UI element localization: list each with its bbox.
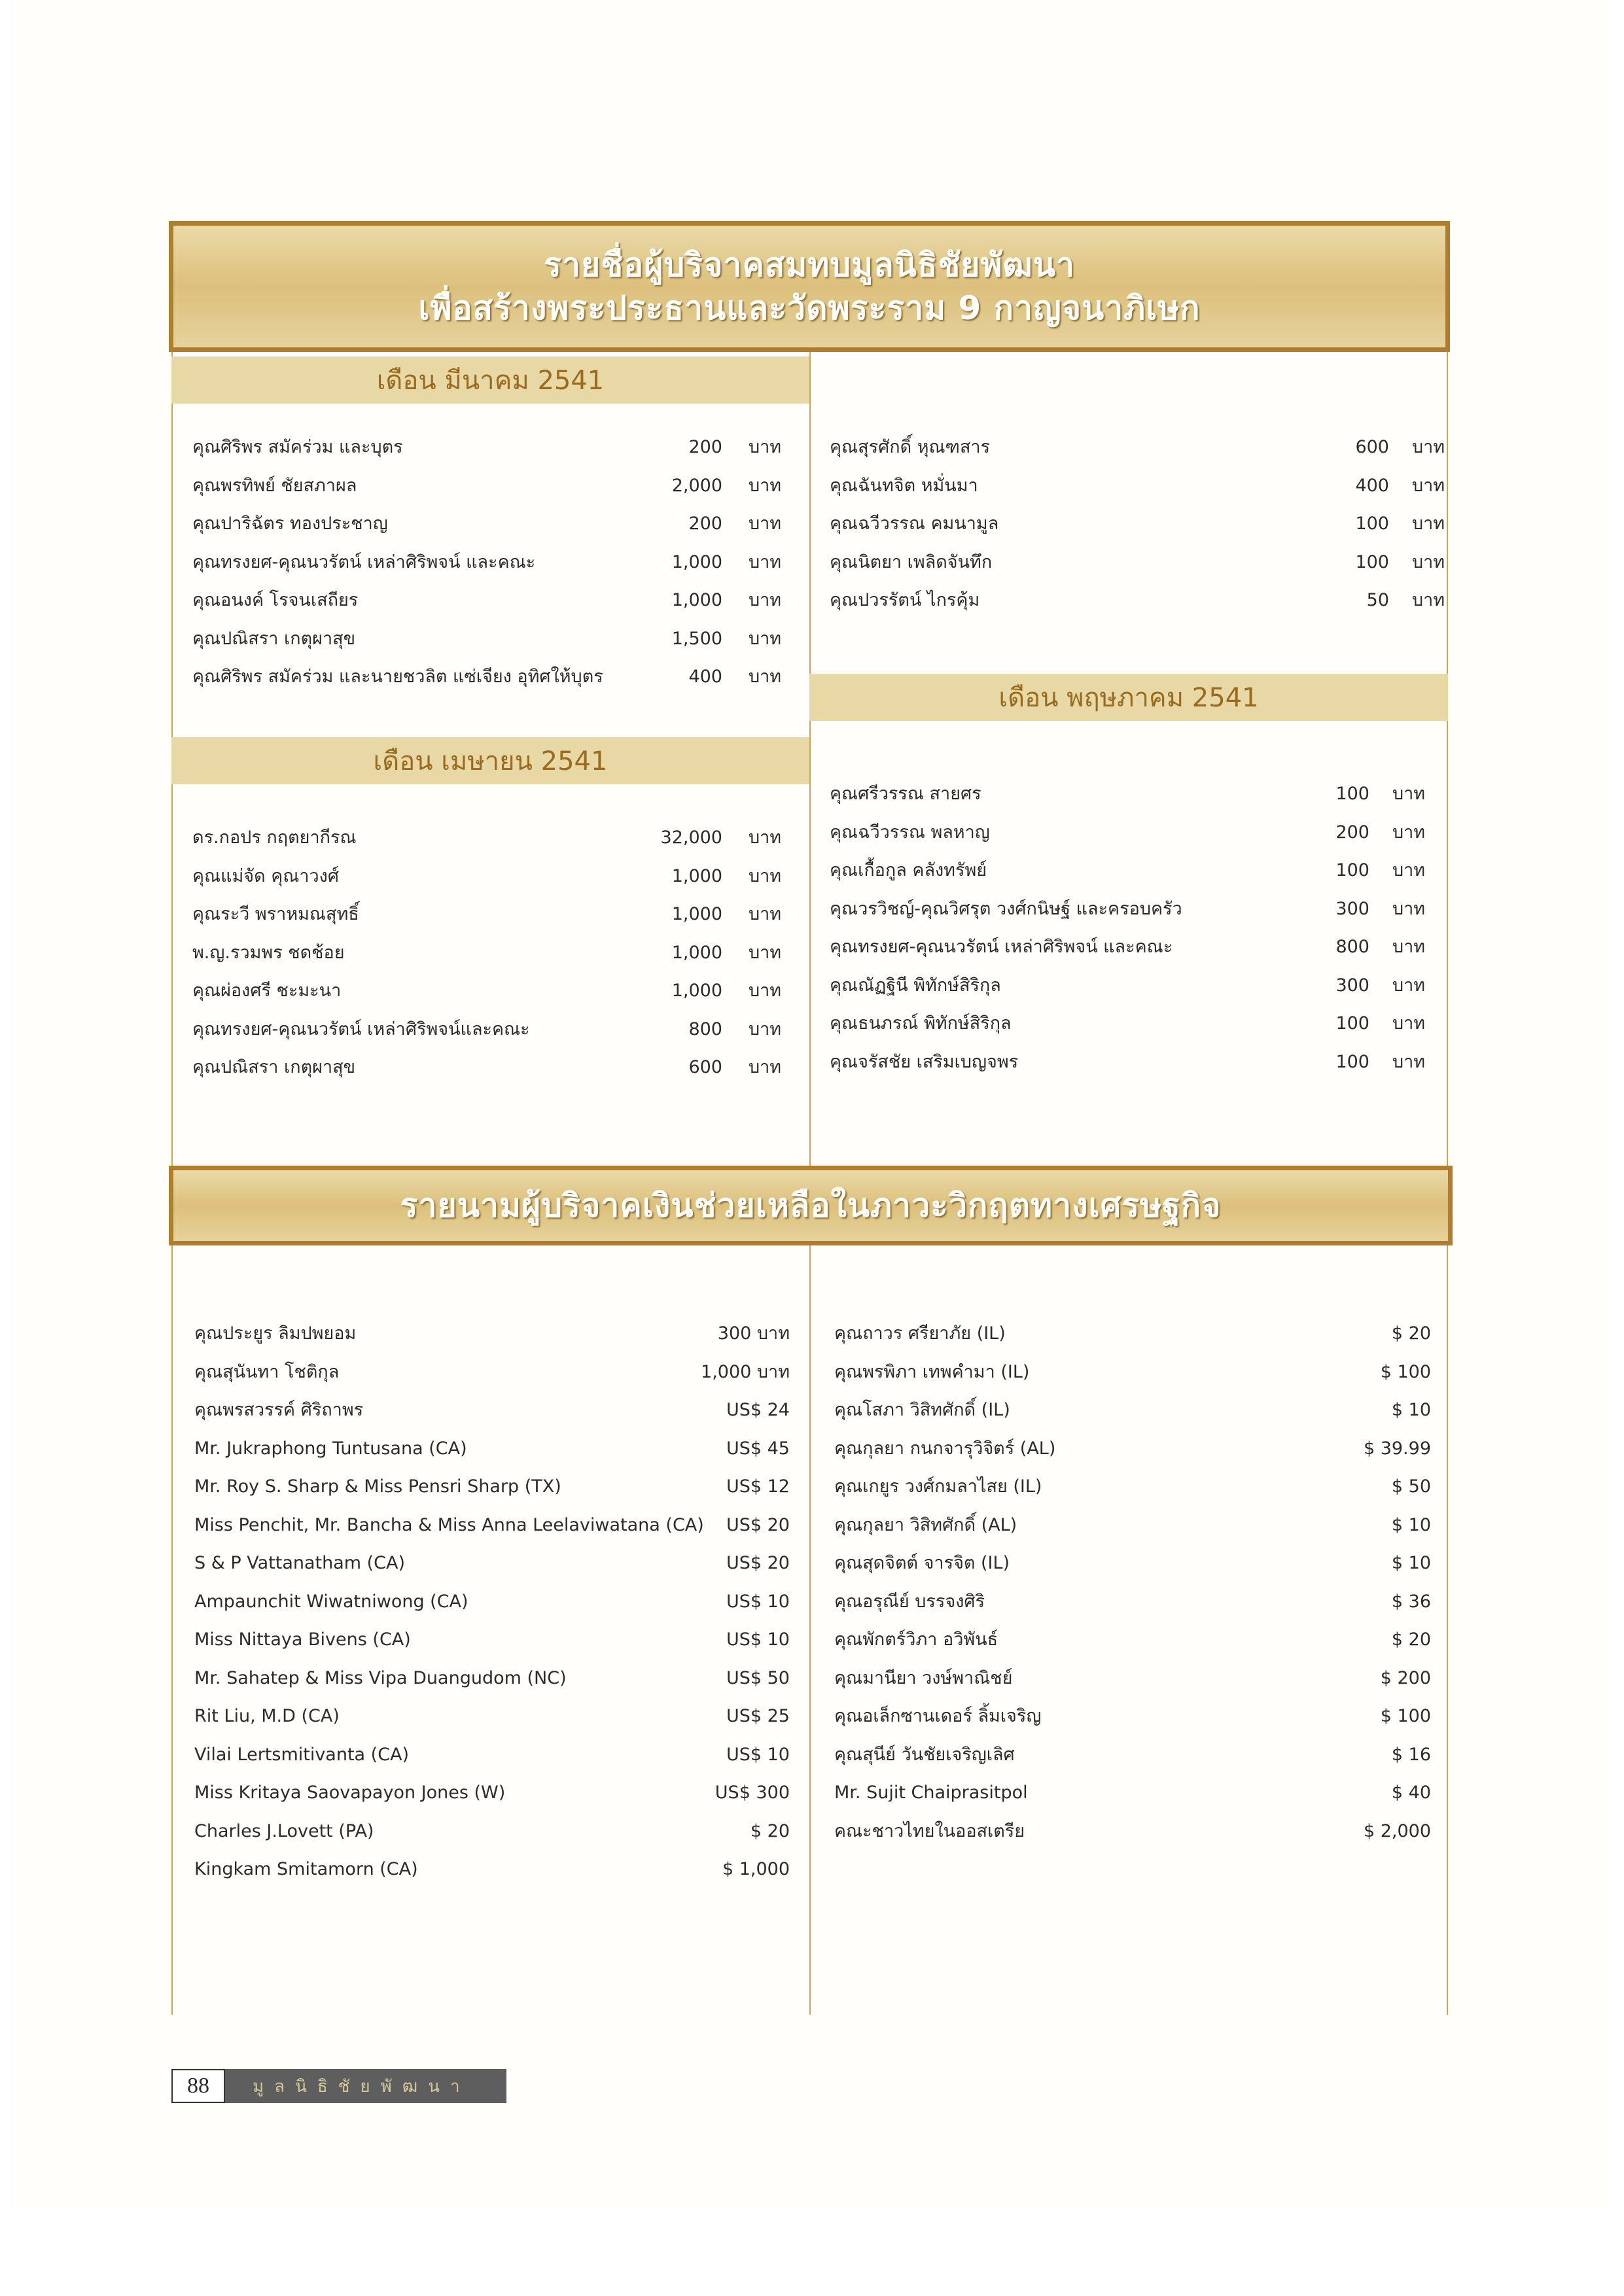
donor-amount: 1,500 xyxy=(671,628,722,649)
donor-amount: US$ 20 xyxy=(726,1553,790,1573)
donor-amount: 400 xyxy=(1355,475,1389,496)
donor-amount: 32,000 xyxy=(660,827,722,848)
list-item xyxy=(192,896,794,934)
list-item xyxy=(834,1774,1431,1813)
donor-amount: 200 xyxy=(688,437,722,457)
donor-name: S & P Vattanatham (CA) xyxy=(194,1553,406,1573)
donor-name: คุณกุลยา กนกจารุวิจิตร์ (AL) xyxy=(834,1438,1056,1459)
donor-amount: $ 100 xyxy=(1380,1361,1431,1382)
march-donor-list-right xyxy=(830,428,1445,620)
donor-amount: US$ 20 xyxy=(726,1514,790,1535)
list-item xyxy=(830,852,1445,890)
divider-left-2 xyxy=(171,1243,173,2015)
currency-unit: บาท xyxy=(749,513,782,534)
donor-name: คุณวรวิชญ์-คุณวิศรุต วงศ์กนิษฐ์ และครอบครัว xyxy=(830,898,1182,919)
donor-name: Rit Liu, M.D (CA) xyxy=(194,1706,340,1726)
list-item xyxy=(192,819,794,858)
list-item xyxy=(834,1430,1431,1469)
donor-name: คุณเกื้อกูล คลังทรัพย์ xyxy=(830,860,987,880)
donor-name: คุณอรุณีย์ บรรจงศิริ xyxy=(834,1591,985,1612)
donor-amount: 800 xyxy=(688,1018,722,1039)
donor-amount: 300 บาท xyxy=(717,1323,790,1344)
donor-amount: US$ 25 xyxy=(726,1706,790,1726)
donor-amount: $ 16 xyxy=(1391,1744,1431,1765)
currency-unit: บาท xyxy=(1392,975,1426,996)
currency-unit: บาท xyxy=(1392,937,1426,957)
currency-unit: บาท xyxy=(749,1018,782,1039)
donor-amount: 1,000 xyxy=(671,551,722,572)
donor-name: Miss Penchit, Mr. Bancha & Miss Anna Leelaviwatana (CA) xyxy=(194,1514,704,1535)
donor-amount: 800 xyxy=(1335,937,1369,957)
donor-name: คุณธนภรณ์ พิทักษ์สิริกุล xyxy=(830,1013,1012,1034)
list-item xyxy=(830,505,1445,544)
donor-amount: $ 2,000 xyxy=(1363,1820,1431,1841)
donor-name: คุณฉวีวรรณ คมนามูล xyxy=(830,513,999,534)
list-item xyxy=(834,1660,1431,1698)
donor-name: คุณศรีวรรณ สายศร xyxy=(830,784,981,804)
list-item xyxy=(830,544,1445,582)
list-item xyxy=(830,928,1445,967)
donor-amount: 400 xyxy=(688,667,722,687)
donor-amount: US$ 24 xyxy=(726,1400,790,1420)
divider-center xyxy=(809,347,811,1168)
list-item xyxy=(194,1660,790,1698)
donor-name: Kingkam Smitamorn (CA) xyxy=(194,1859,418,1879)
donor-amount: 100 xyxy=(1335,1051,1369,1072)
crisis-title-banner xyxy=(169,1166,1453,1245)
donor-amount: 200 xyxy=(1335,822,1369,843)
donor-amount: 200 xyxy=(688,513,722,534)
donor-amount: US$ 50 xyxy=(726,1667,790,1688)
donor-amount: 1,000 xyxy=(671,942,722,963)
donor-name: Ampaunchit Wiwatniwong (CA) xyxy=(194,1591,468,1612)
donor-name: คุณปณิสรา เกตุผาสุข xyxy=(192,628,356,649)
list-item xyxy=(830,428,1445,467)
donor-name: คุณเกยูร วงศ์กมลาไสย (IL) xyxy=(834,1476,1042,1497)
donor-name: คุณโสภา วิสิทศักดิ์ (IL) xyxy=(834,1400,1010,1420)
donor-name: คุณอนงค์ โรจนเสถียร xyxy=(192,590,359,610)
list-item xyxy=(834,1468,1431,1506)
currency-unit: บาท xyxy=(1412,437,1445,457)
donor-name: คุณศิริพร สมัคร่วม และนายชวลิต แซ่เจียง อุทิศให้บุตร xyxy=(192,667,603,687)
list-item xyxy=(194,1583,790,1622)
currency-unit: บาท xyxy=(749,667,782,687)
divider-center-2 xyxy=(809,1243,811,2015)
donor-name: คุณทรงยศ-คุณนวรัตน์ เหล่าศิริพจน์และคณะ xyxy=(192,1018,530,1039)
currency-unit: บาท xyxy=(1392,1051,1426,1072)
donor-amount: 100 xyxy=(1335,860,1369,880)
donor-name: Mr. Jukraphong Tuntusana (CA) xyxy=(194,1438,467,1459)
donor-amount: $ 200 xyxy=(1380,1667,1431,1688)
list-item xyxy=(192,544,794,582)
donor-name: คุณพรพิภา เทพคำมา (IL) xyxy=(834,1361,1030,1382)
list-item xyxy=(834,1621,1431,1660)
donor-amount: $ 20 xyxy=(1391,1323,1431,1344)
list-item xyxy=(830,814,1445,852)
currency-unit: บาท xyxy=(1392,1013,1426,1034)
donor-amount: 100 xyxy=(1355,551,1389,572)
donor-amount: $ 50 xyxy=(1391,1476,1431,1497)
donor-amount: $ 20 xyxy=(750,1820,790,1841)
donor-name: คุณอเล็กซานเดอร์ ลิ้มเจริญ xyxy=(834,1706,1042,1726)
currency-unit: บาท xyxy=(749,590,782,610)
donor-amount: US$ 10 xyxy=(726,1744,790,1765)
donor-name: คุณสุนันทา โชติกุล xyxy=(194,1361,340,1382)
may-donor-list xyxy=(830,775,1445,1081)
currency-unit: บาท xyxy=(1392,784,1426,804)
currency-unit: บาท xyxy=(749,865,782,886)
list-item xyxy=(834,1544,1431,1583)
list-item xyxy=(830,1043,1445,1082)
page-number: 88 xyxy=(171,2069,225,2103)
donor-name: Charles J.Lovett (PA) xyxy=(194,1820,374,1841)
crisis-donor-list-left xyxy=(194,1315,790,1889)
list-item xyxy=(194,1851,790,1889)
donor-name: คุณประยูร ลิมปพยอม xyxy=(194,1323,357,1344)
donor-amount: 1,000 xyxy=(671,904,722,924)
currency-unit: บาท xyxy=(749,628,782,649)
currency-unit: บาท xyxy=(1412,551,1445,572)
donor-name: คุณปวรรัตน์ ไกรคุ้ม xyxy=(830,590,980,610)
donor-name: คณะชาวไทยในออสเตรีย xyxy=(834,1820,1025,1841)
currency-unit: บาท xyxy=(749,942,782,963)
donor-amount: 300 xyxy=(1335,898,1369,919)
list-item xyxy=(830,467,1445,506)
list-item xyxy=(194,1621,790,1660)
donor-name: คุณทรงยศ-คุณนวรัตน์ เหล่าศิริพจน์ และคณะ xyxy=(830,937,1173,957)
donor-name: คุณณัฏฐินี พิทักษ์สิริกุล xyxy=(830,975,1001,996)
donor-amount: US$ 10 xyxy=(726,1629,790,1650)
donor-amount: $ 39.99 xyxy=(1363,1438,1431,1459)
donor-name: คุณมานียา วงษ์พาณิชย์ xyxy=(834,1667,1013,1688)
donor-amount: 50 xyxy=(1366,590,1389,610)
donor-name: Mr. Sahatep & Miss Vipa Duangudom (NC) xyxy=(194,1667,567,1688)
donor-name: Miss Nittaya Bivens (CA) xyxy=(194,1629,411,1650)
list-item xyxy=(834,1736,1431,1775)
donor-amount: US$ 45 xyxy=(726,1438,790,1459)
list-item xyxy=(194,1774,790,1813)
list-item xyxy=(194,1697,790,1736)
donor-name: พ.ญ.รวมพร ชดช้อย xyxy=(192,942,345,963)
list-item xyxy=(194,1506,790,1545)
donor-name: คุณแม่จัด คุณาวงศ์ xyxy=(192,865,340,886)
list-item xyxy=(834,1391,1431,1430)
donor-name: คุณพรสวรรค์ ศิริถาพร xyxy=(194,1400,364,1420)
main-title-banner xyxy=(169,221,1450,352)
list-item xyxy=(830,967,1445,1005)
publication-name: มูลนิธิชัยพัฒนา xyxy=(225,2069,506,2103)
donor-amount: 100 xyxy=(1355,513,1389,534)
list-item xyxy=(192,582,794,620)
donor-amount: 1,000 xyxy=(671,865,722,886)
donor-amount: $ 10 xyxy=(1391,1400,1431,1420)
donor-amount: 2,000 xyxy=(671,475,722,496)
currency-unit: บาท xyxy=(1412,590,1445,610)
donor-amount: 1,000 xyxy=(671,590,722,610)
month-header-march: เดือน มีนาคม 2541 xyxy=(171,357,809,404)
currency-unit: บาท xyxy=(1412,475,1445,496)
donor-name: Miss Kritaya Saovapayon Jones (W) xyxy=(194,1783,506,1803)
list-item xyxy=(194,1736,790,1775)
list-item xyxy=(834,1697,1431,1736)
list-item xyxy=(834,1583,1431,1622)
list-item xyxy=(192,505,794,544)
title-line-1: รายชื่อผู้บริจาคสมทบมูลนิธิชัยพัฒนา xyxy=(544,246,1075,284)
month-header-april: เดือน เมษายน 2541 xyxy=(171,737,809,784)
currency-unit: บาท xyxy=(749,1057,782,1077)
donor-amount: $ 10 xyxy=(1391,1514,1431,1535)
currency-unit: บาท xyxy=(1392,860,1426,880)
donor-amount: 300 xyxy=(1335,975,1369,996)
list-item xyxy=(192,1011,794,1049)
donor-amount: US$ 300 xyxy=(715,1783,790,1803)
list-item xyxy=(192,467,794,506)
month-header-may: เดือน พฤษภาคม 2541 xyxy=(809,674,1448,721)
currency-unit: บาท xyxy=(1392,822,1426,843)
donor-amount: $ 40 xyxy=(1391,1783,1431,1803)
list-item xyxy=(194,1468,790,1506)
april-donor-list xyxy=(192,819,794,1087)
donor-name: คุณถาวร ศรียาภัย (IL) xyxy=(834,1323,1006,1344)
currency-unit: บาท xyxy=(749,437,782,457)
donor-name: คุณพักตร์วิภา อวิพันธ์ xyxy=(834,1629,998,1650)
currency-unit: บาท xyxy=(749,475,782,496)
donor-name: คุณจรัสชัย เสริมเบญจพร xyxy=(830,1051,1019,1072)
list-item xyxy=(192,858,794,896)
list-item xyxy=(830,1005,1445,1043)
donor-name: คุณฉันทจิต หมั่นมา xyxy=(830,475,978,496)
divider-right xyxy=(1447,347,1448,1168)
donor-amount: 600 xyxy=(688,1057,722,1077)
donor-name: Mr. Sujit Chaiprasitpol xyxy=(834,1783,1028,1803)
donor-amount: US$ 10 xyxy=(726,1591,790,1612)
currency-unit: บาท xyxy=(749,551,782,572)
list-item xyxy=(834,1813,1431,1851)
donor-name: คุณทรงยศ-คุณนวรัตน์ เหล่าศิริพจน์ และคณะ xyxy=(192,551,536,572)
donor-amount: $ 36 xyxy=(1391,1591,1431,1612)
list-item xyxy=(192,428,794,467)
donor-name: คุณผ่องศรี ชะมะนา xyxy=(192,981,342,1001)
donor-amount: 100 xyxy=(1335,784,1369,804)
list-item xyxy=(192,658,794,697)
donor-name: คุณพรทิพย์ ชัยสภาผล xyxy=(192,475,357,496)
crisis-donor-list-right xyxy=(834,1315,1431,1851)
donor-amount: US$ 12 xyxy=(726,1476,790,1497)
donor-amount: 1,000 xyxy=(671,981,722,1001)
list-item xyxy=(194,1315,790,1353)
donor-name: คุณปาริฉัตร ทองประชาญ xyxy=(192,513,388,534)
donor-name: คุณปณิสรา เกตุผาสุข xyxy=(192,1057,356,1077)
list-item xyxy=(830,890,1445,929)
list-item xyxy=(194,1544,790,1583)
donor-name: คุณฉวีวรรณ พลหาญ xyxy=(830,822,990,843)
donor-name: Vilai Lertsmitivanta (CA) xyxy=(194,1744,410,1765)
currency-unit: บาท xyxy=(749,981,782,1001)
donor-name: คุณนิตยา เพลิดจันทึก xyxy=(830,551,993,572)
list-item xyxy=(834,1353,1431,1392)
donor-name: คุณระวี พราหมณสุทธิ์ xyxy=(192,904,359,924)
divider-right-2 xyxy=(1447,1243,1448,2015)
donor-name: คุณสุรศักดิ์ หุณฑสาร xyxy=(830,437,991,457)
donor-amount: $ 100 xyxy=(1380,1706,1431,1726)
currency-unit: บาท xyxy=(1412,513,1445,534)
donor-name: คุณสุดจิตต์ จารจิต (IL) xyxy=(834,1553,1010,1573)
donor-amount: 1,000 บาท xyxy=(701,1361,790,1382)
currency-unit: บาท xyxy=(1392,898,1426,919)
list-item xyxy=(194,1813,790,1851)
crisis-title: รายนามผู้บริจาคเงินช่วยเหลือในภาวะวิกฤตทางเศรษฐกิจ xyxy=(400,1187,1222,1225)
list-item xyxy=(194,1391,790,1430)
currency-unit: บาท xyxy=(749,827,782,848)
list-item xyxy=(830,775,1445,814)
list-item xyxy=(192,934,794,973)
donor-name: คุณศิริพร สมัคร่วม และบุตร xyxy=(192,437,403,457)
donor-amount: $ 10 xyxy=(1391,1553,1431,1573)
donor-name: Mr. Roy S. Sharp & Miss Pensri Sharp (TX) xyxy=(194,1476,561,1497)
list-item xyxy=(194,1353,790,1392)
list-item xyxy=(192,972,794,1011)
donor-name: ดร.กอปร กฤตยากีรณ xyxy=(192,827,357,848)
donor-amount: 100 xyxy=(1335,1013,1369,1034)
donor-name: คุณกุลยา วิสิทศักดิ์ (AL) xyxy=(834,1514,1017,1535)
currency-unit: บาท xyxy=(749,904,782,924)
list-item xyxy=(834,1315,1431,1353)
donor-amount: 600 xyxy=(1355,437,1389,457)
list-item xyxy=(834,1506,1431,1545)
donor-name: คุณสุนีย์ วันชัยเจริญเลิศ xyxy=(834,1744,1015,1765)
list-item xyxy=(830,582,1445,620)
list-item xyxy=(192,620,794,659)
donor-amount: $ 20 xyxy=(1391,1629,1431,1650)
list-item xyxy=(192,1049,794,1087)
donor-amount: $ 1,000 xyxy=(722,1859,790,1879)
title-line-2: เพื่อสร้างพระประธานและวัดพระราม 9 กาญจนาภิเษก xyxy=(418,289,1201,327)
march-donor-list xyxy=(192,428,794,697)
list-item xyxy=(194,1430,790,1469)
